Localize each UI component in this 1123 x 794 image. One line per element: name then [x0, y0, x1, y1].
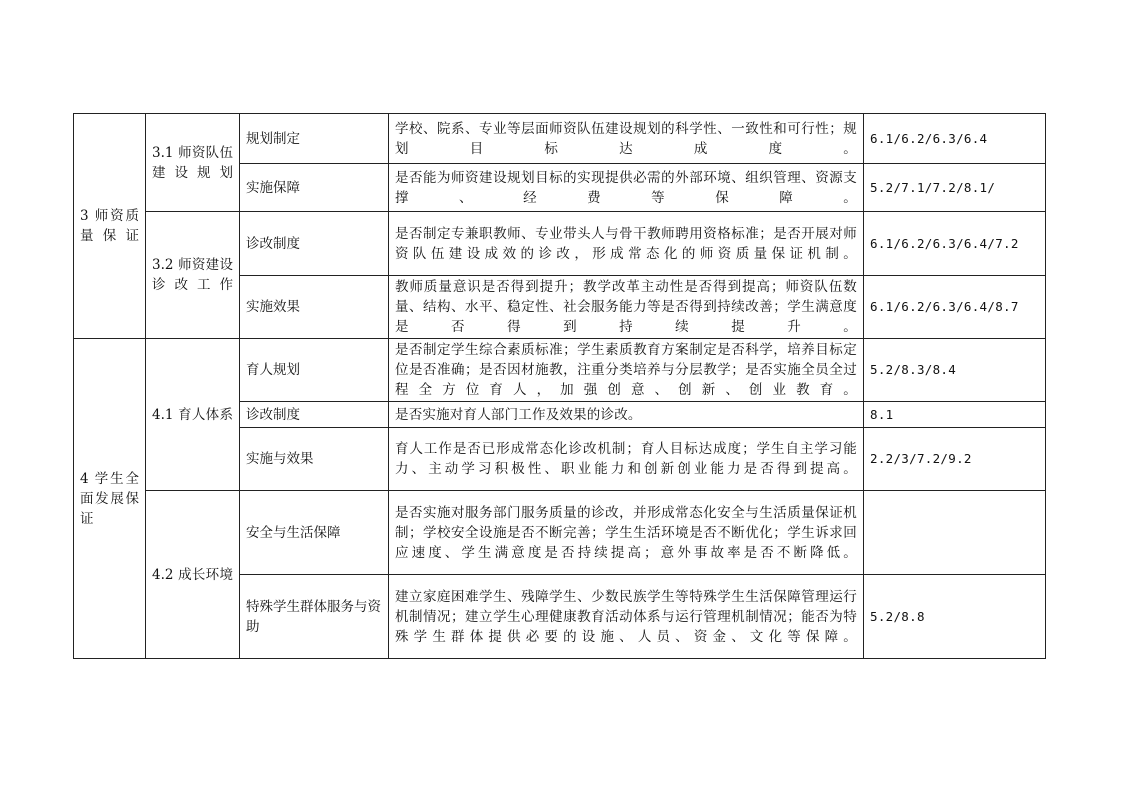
item-description: 建立家庭困难学生、残障学生、少数民族学生等特殊学生生活保障管理运行机制情况；建立学生心理健康教育活动体系与运行管理机制情况；能否为特殊学生群体提供必要的设施、人员、资金、文化等保障。	[389, 575, 864, 659]
level2-category: 4.1 育人体系	[146, 339, 240, 491]
item-description: 学校、院系、专业等层面师资队伍建设规划的科学性、一致性和可行性；规划目标达成度。	[389, 114, 864, 164]
item-name: 安全与生活保障	[240, 491, 389, 575]
item-description: 是否能为师资建设规划目标的实现提供必需的外部环境、组织管理、资源支撑、经费等保障。	[389, 164, 864, 212]
item-description: 育人工作是否已形成常态化诊改机制；育人目标达成度；学生自主学习能力、主动学习积极性、职业能力和创新创业能力是否得到提高。	[389, 428, 864, 491]
level2-category: 3.1 师资队伍建设规划	[146, 114, 240, 212]
table-row	[74, 339, 1046, 402]
item-description: 是否制定学生综合素质标准；学生素质教育方案制定是否科学，培养目标定位是否准确；是否因材施教，注重分类培养与分层教学；是否实施全员全过程全方位育人，加强创意、创新、创业教育。	[389, 339, 864, 402]
item-name: 实施效果	[240, 276, 389, 339]
item-reference: 6.1/6.2/6.3/6.4/7.2	[864, 212, 1046, 276]
level2-category: 4.2 成长环境	[146, 491, 240, 659]
item-description: 教师质量意识是否得到提升；教学改革主动性是否得到提高；师资队伍数量、结构、水平、稳定性、社会服务能力等是否得到持续改善；学生满意度是否得到持续提升。	[389, 276, 864, 339]
item-reference: 8.1	[864, 402, 1046, 428]
item-name: 实施与效果	[240, 428, 389, 491]
level2-category: 3.2 师资建设诊改工作	[146, 212, 240, 339]
item-reference	[864, 491, 1046, 575]
item-description: 是否实施对育人部门工作及效果的诊改。	[389, 402, 864, 428]
item-name: 特殊学生群体服务与资助	[240, 575, 389, 659]
item-reference: 5.2/8.3/8.4	[864, 339, 1046, 402]
item-description: 是否制定专兼职教师、专业带头人与骨干教师聘用资格标准；是否开展对师资队伍建设成效的诊改，形成常态化的师资质量保证机制。	[389, 212, 864, 276]
item-description: 是否实施对服务部门服务质量的诊改，并形成常态化安全与生活质量保证机制；学校安全设施是否不断完善；学生生活环境是否不断优化；学生诉求回应速度、学生满意度是否持续提高；意外事故率是否不断降低。	[389, 491, 864, 575]
item-name: 诊改制度	[240, 212, 389, 276]
item-reference: 5.2/7.1/7.2/8.1/	[864, 164, 1046, 212]
item-reference: 2.2/3/7.2/9.2	[864, 428, 1046, 491]
item-reference: 5.2/8.8	[864, 575, 1046, 659]
item-name: 诊改制度	[240, 402, 389, 428]
table-row	[74, 491, 1046, 575]
table-row	[74, 212, 1046, 276]
level1-category: 3 师资质量保证	[74, 114, 146, 339]
item-reference: 6.1/6.2/6.3/6.4/8.7	[864, 276, 1046, 339]
item-name: 规划制定	[240, 114, 389, 164]
item-reference: 6.1/6.2/6.3/6.4	[864, 114, 1046, 164]
level1-category: 4 学生全面发展保证	[74, 339, 146, 659]
item-name: 实施保障	[240, 164, 389, 212]
table-row	[74, 114, 1046, 164]
item-name: 育人规划	[240, 339, 389, 402]
quality-assurance-table	[73, 113, 1046, 659]
